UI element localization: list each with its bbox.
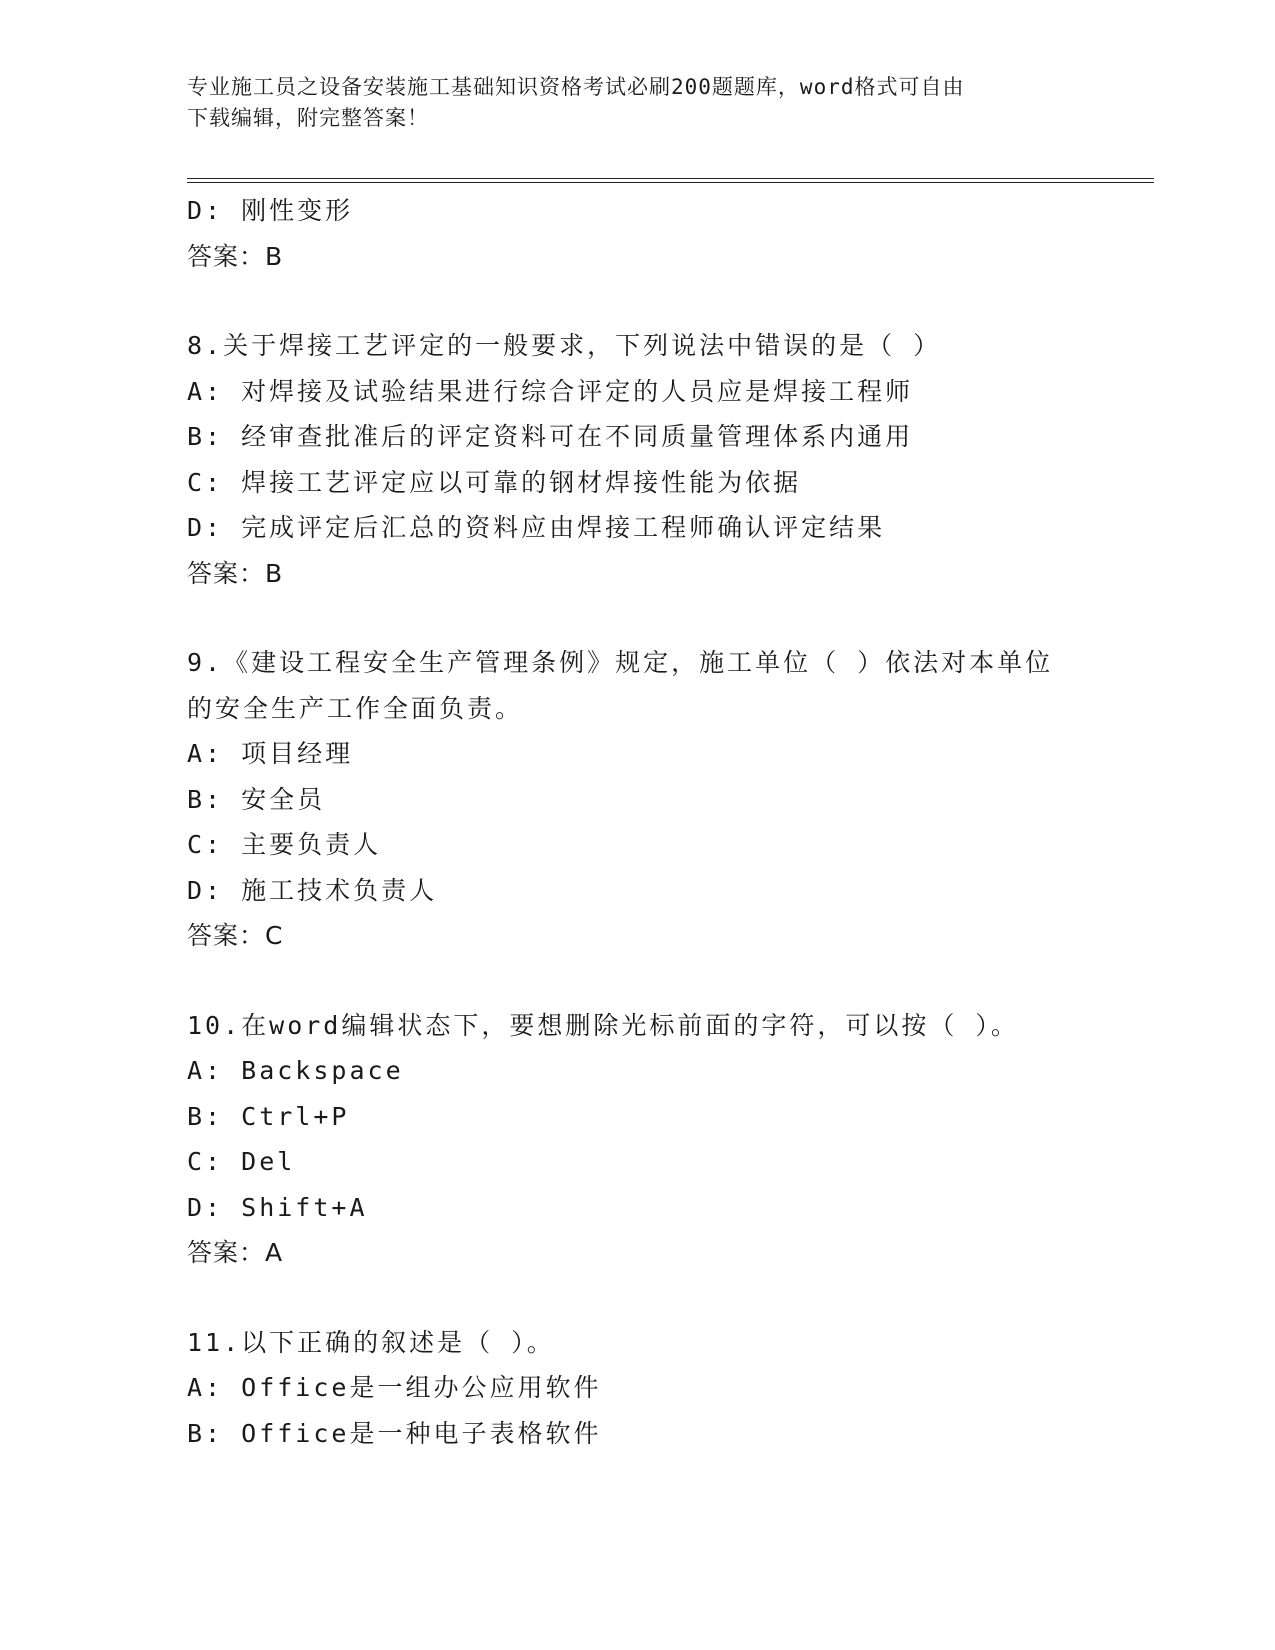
question-8 (187, 323, 1087, 596)
document-header (187, 72, 1067, 134)
option-d: D: 完成评定后汇总的资料应由焊接工程师确认评定结果 (187, 513, 886, 542)
question-7-tail (187, 188, 1087, 279)
answer-line: 答案：C (187, 921, 284, 950)
question-list (187, 188, 1087, 1456)
option-b: B: 安全员 (187, 784, 326, 814)
question-stem: 11.以下正确的叙述是（ ）。 (187, 1327, 555, 1357)
option-b: B: Ctrl+P (187, 1101, 350, 1131)
question-stem: 8.关于焊接工艺评定的一般要求，下列说法中错误的是（ ） (187, 331, 942, 360)
question-stem: 10.在word编辑状态下，要想删除光标前面的字符，可以按（ ）。 (187, 1010, 1019, 1040)
spacer (187, 1276, 1087, 1320)
answer-line: 答案：B (187, 558, 284, 588)
option-a: A: Office是一组办公应用软件 (187, 1373, 602, 1402)
header-line-2: 下载编辑，附完整答案！ (187, 106, 429, 130)
option-a: A: 项目经理 (187, 739, 354, 768)
answer-line: 答案：B (187, 241, 284, 271)
option-b: B: Office是一种电子表格软件 (187, 1418, 602, 1448)
option-a: A: Backspace (187, 1056, 404, 1085)
option-d: D: 施工技术负责人 (187, 875, 438, 905)
header-line-1: 专业施工员之设备安装施工基础知识资格考试必刷200题题库，word格式可自由 (187, 75, 965, 99)
header-divider (187, 178, 1154, 183)
option-d: D: Shift+A (187, 1192, 368, 1222)
question-stem-line-2: 的安全生产工作全面负责。 (187, 693, 524, 723)
question-10 (187, 1003, 1087, 1276)
option-c: C: 焊接工艺评定应以可靠的钢材焊接性能为依据 (187, 467, 802, 497)
spacer (187, 279, 1087, 323)
option-d: D: 刚性变形 (187, 196, 354, 225)
option-a: A: 对焊接及试验结果进行综合评定的人员应是焊接工程师 (187, 376, 914, 406)
spacer (187, 596, 1087, 640)
question-stem-line-1: 9.《建设工程安全生产管理条例》规定，施工单位（ ）依法对本单位 (187, 648, 1054, 677)
answer-line: 答案：A (187, 1238, 284, 1267)
option-c: C: Del (187, 1147, 296, 1176)
question-9 (187, 640, 1087, 959)
option-b: B: 经审查批准后的评定资料可在不同质量管理体系内通用 (187, 422, 914, 451)
option-c: C: 主要负责人 (187, 830, 382, 859)
question-11 (187, 1320, 1087, 1457)
spacer (187, 959, 1087, 1003)
